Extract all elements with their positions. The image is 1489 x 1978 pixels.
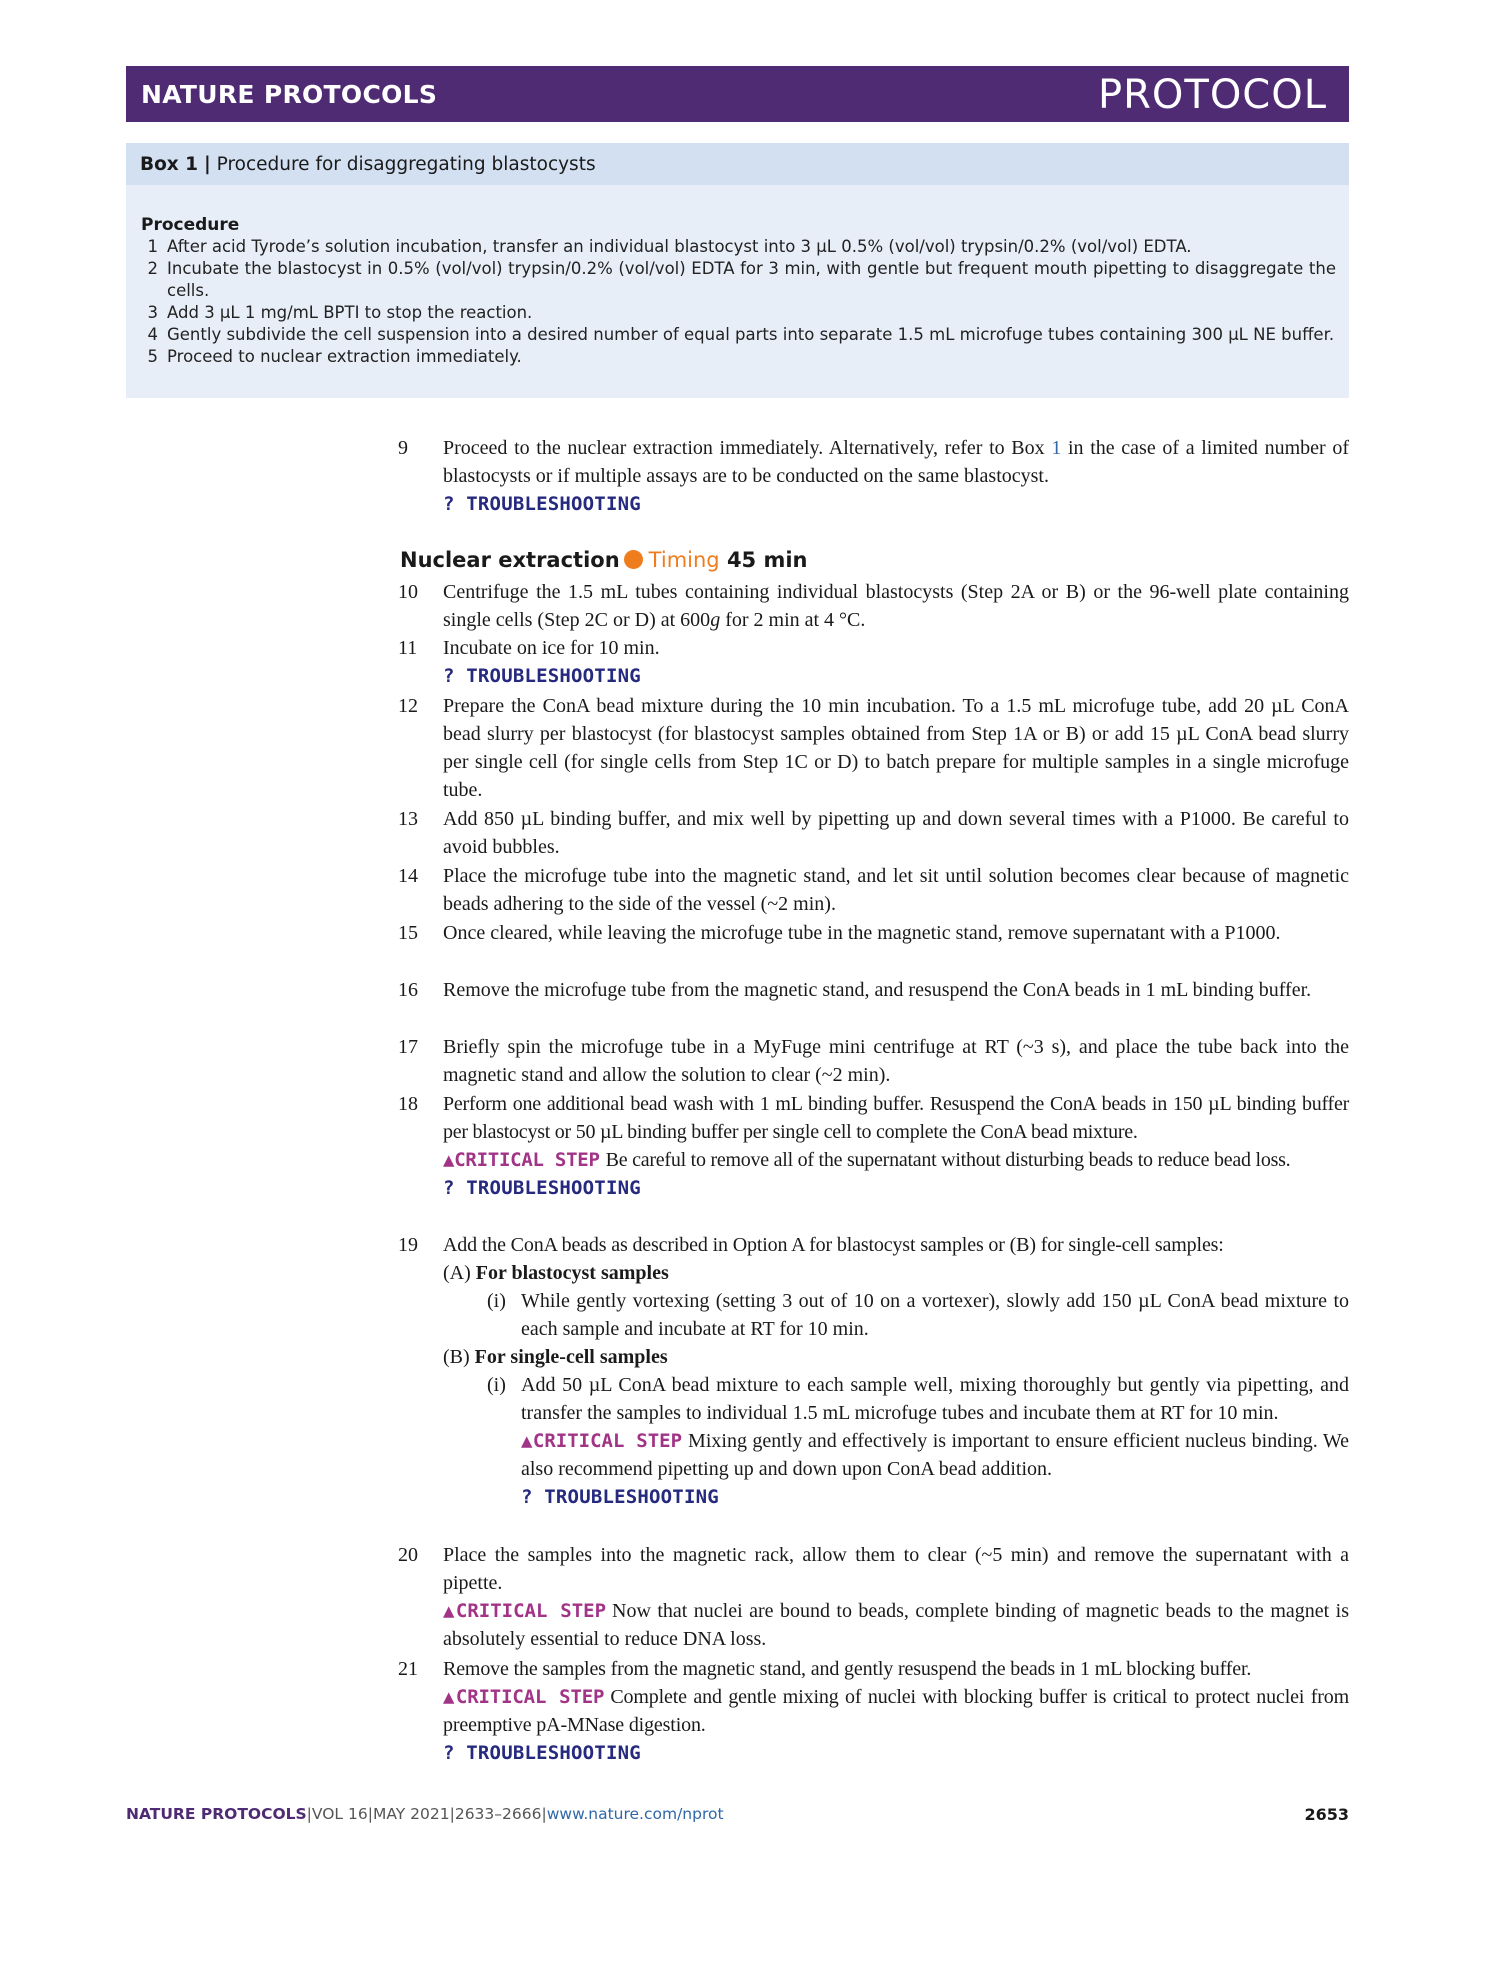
box-number: Box 1 — [140, 154, 199, 175]
footer-separator: | — [449, 1805, 455, 1823]
box-procedure-label: Procedure — [141, 215, 240, 235]
step-number: 16 — [398, 979, 418, 1001]
step-text: Prepare the ConA bead mixture during the 10 min incubation. To a 1.5 mL microfuge tube, add 20 µL ConA bead slurry per blastocyst (for blastocyst samples obtained from Step 1A or B) or add 15 µL ConA bead slurry per single cell (for single cells from Step 1C or D) to batch prepare for multiple samples in a single microfuge tube. — [443, 695, 1349, 801]
troubleshooting-link[interactable]: ? TROUBLESHOOTING — [443, 493, 641, 515]
step-text: Once cleared, while leaving the microfuge tube in the magnetic stand, remove supernatant with a P1000. — [443, 922, 1281, 944]
substep-label: (i) — [487, 1374, 506, 1396]
section-heading-nuclear-extraction — [400, 548, 808, 572]
article-type-label: PROTOCOL — [1097, 72, 1327, 118]
section-title: Nuclear extraction — [400, 548, 620, 572]
option-label: (B) — [443, 1346, 470, 1368]
procedure-step-21 — [398, 1655, 1349, 1767]
step-number: 12 — [398, 695, 418, 717]
step-number: 13 — [398, 808, 418, 830]
step-number: 19 — [398, 1234, 418, 1256]
procedure-step-19 — [398, 1231, 1349, 1511]
troubleshooting-link[interactable]: ? TROUBLESHOOTING — [443, 1742, 641, 1764]
procedure-step-14 — [398, 862, 1349, 918]
box-step — [146, 258, 1336, 302]
timing-value: 45 min — [726, 548, 808, 572]
procedure-step-10 — [398, 578, 1349, 634]
box-step-number: 5 — [147, 347, 158, 366]
box-title-separator: | — [203, 154, 211, 175]
box-1 — [126, 143, 1349, 398]
critical-step-label: ▲CRITICAL STEP — [443, 1686, 605, 1708]
option-title: For single-cell samples — [474, 1346, 668, 1368]
step-text: Perform one additional bead wash with 1 mL binding buffer. Resuspend the ConA beads in 150 µL binding buffer per blastocyst or 50 µL binding buffer per single cell to complete the ConA bead mixture. — [443, 1093, 1349, 1143]
critical-step-text: Mixing gently and effectively is important to ensure efficient nucleus binding. We also recommend pipetting up and down upon ConA bead addition. — [521, 1430, 1349, 1480]
substep-text: While gently vortexing (setting 3 out of 10 on a vortexer), slowly add 150 µL ConA bead mixture to each sample and incubate at RT for 10 min. — [521, 1290, 1349, 1340]
step-text-continued: for 2 min at 4 °C. — [720, 609, 866, 631]
box-step — [146, 346, 1336, 368]
step-text: Centrifuge the 1.5 mL tubes containing individual blastocysts (Step 2A or B) or the 96-well plate containing single cells (Step 2C or D) at 600 — [443, 581, 1349, 631]
troubleshooting-link[interactable]: ? TROUBLESHOOTING — [521, 1486, 719, 1508]
step-number: 20 — [398, 1544, 418, 1566]
box-step-number: 2 — [147, 259, 158, 278]
critical-step-label: ▲CRITICAL STEP — [521, 1430, 683, 1452]
page-number: 2653 — [1304, 1805, 1349, 1824]
option-title: For blastocyst samples — [475, 1262, 669, 1284]
box-step-text: Proceed to nuclear extraction immediately. — [167, 347, 522, 366]
footer-separator: | — [367, 1805, 373, 1823]
critical-step-label: ▲CRITICAL STEP — [443, 1149, 600, 1171]
troubleshooting-link[interactable]: ? TROUBLESHOOTING — [443, 665, 641, 687]
footer-url-link[interactable]: www.nature.com/nprot — [546, 1805, 724, 1823]
procedure-step-16 — [398, 976, 1349, 1004]
step-number: 21 — [398, 1658, 418, 1680]
g-force-unit: g — [710, 609, 721, 631]
footer-journal: NATURE PROTOCOLS — [126, 1805, 307, 1823]
procedure-step-18 — [398, 1090, 1349, 1202]
procedure-step-20 — [398, 1541, 1349, 1653]
journal-header-bar — [126, 66, 1349, 122]
footer-citation — [126, 1805, 724, 1823]
footer-pages: 2633–2666 — [454, 1805, 542, 1823]
step-text-continued: in the case of a limited number of blastocysts or if multiple assays are to be conducted on the same blastocyst. — [443, 437, 1350, 487]
step-number: 11 — [398, 637, 418, 659]
step-text: Remove the samples from the magnetic stand, and gently resuspend the beads in 1 mL blocking buffer. — [443, 1658, 1252, 1680]
procedure-step-9 — [398, 434, 1349, 518]
footer-date: MAY 2021 — [372, 1805, 450, 1823]
step-text: Briefly spin the microfuge tube in a MyFuge mini centrifuge at RT (~3 s), and place the tube back into the magnetic stand and allow the solution to clear (~2 min). — [443, 1036, 1349, 1086]
procedure-step-13 — [398, 805, 1349, 861]
box-step-number: 4 — [147, 325, 158, 344]
option-a-substep — [487, 1287, 1349, 1343]
substep-label: (i) — [487, 1290, 506, 1312]
box-reference-link[interactable]: 1 — [1051, 437, 1062, 459]
box-step-text: Add 3 µL 1 mg/mL BPTI to stop the reaction. — [167, 303, 533, 322]
step-text: Add 850 µL binding buffer, and mix well by pipetting up and down several times with a P1000. Be careful to avoid bubbles. — [443, 808, 1349, 858]
box-step — [146, 324, 1336, 346]
box-title-text: Procedure for disaggregating blastocysts — [216, 154, 596, 175]
substep-text: Add 50 µL ConA bead mixture to each sample well, mixing thoroughly but gently via pipetting, and transfer the samples to individual 1.5 mL microfuge tubes and incubate them at RT for 10 min. — [521, 1374, 1349, 1424]
timing-label: Timing — [648, 548, 720, 572]
option-a — [443, 1259, 1349, 1287]
footer-separator: | — [541, 1805, 547, 1823]
box-step-number: 3 — [147, 303, 158, 322]
procedure-step-15 — [398, 919, 1349, 947]
step-number: 14 — [398, 865, 418, 887]
step-text: Remove the microfuge tube from the magnetic stand, and resuspend the ConA beads in 1 mL binding buffer. — [443, 979, 1312, 1001]
procedure-step-17 — [398, 1033, 1349, 1089]
critical-step-text: Complete and gentle mixing of nuclei with blocking buffer is critical to protect nuclei from preemptive pA-MNase digestion. — [443, 1686, 1350, 1736]
option-label: (A) — [443, 1262, 471, 1284]
procedure-step-12 — [398, 692, 1349, 804]
critical-step-text: Be careful to remove all of the supernatant without disturbing beads to reduce bead loss. — [605, 1149, 1291, 1171]
footer-volume: VOL 16 — [311, 1805, 368, 1823]
footer-separator: | — [306, 1805, 312, 1823]
journal-name: NATURE PROTOCOLS — [141, 80, 438, 109]
box-step-number: 1 — [147, 237, 158, 256]
step-number: 17 — [398, 1036, 418, 1058]
box-step-text: Incubate the blastocyst in 0.5% (vol/vol) trypsin/0.2% (vol/vol) EDTA for 3 min, with gentle but frequent mouth pipetting to disaggregate the cells. — [167, 259, 1336, 300]
box-step — [146, 236, 1336, 258]
box-step — [146, 302, 1336, 324]
step-number: 9 — [398, 437, 408, 459]
step-number: 10 — [398, 581, 418, 603]
critical-step-text: Now that nuclei are bound to beads, complete binding of magnetic beads to the magnet is absolutely essential to reduce DNA loss. — [443, 1600, 1349, 1650]
step-text: Incubate on ice for 10 min. — [443, 637, 660, 659]
troubleshooting-link[interactable]: ? TROUBLESHOOTING — [443, 1177, 641, 1199]
box-step-text: After acid Tyrode’s solution incubation, transfer an individual blastocyst into 3 µL 0.5% (vol/vol) trypsin/0.2% (vol/vol) EDTA. — [167, 237, 1192, 256]
critical-step-label: ▲CRITICAL STEP — [443, 1600, 607, 1622]
option-b-substep — [487, 1371, 1349, 1511]
step-number: 15 — [398, 922, 418, 944]
step-text: Proceed to the nuclear extraction immediately. Alternatively, refer to Box — [443, 437, 1052, 459]
box-step-text: Gently subdivide the cell suspension into a desired number of equal parts into separate 1.5 mL microfuge tubes containing 300 µL NE buffer. — [167, 325, 1335, 344]
step-text: Place the microfuge tube into the magnetic stand, and let sit until solution becomes clear because of magnetic beads adhering to the side of the vessel (~2 min). — [443, 865, 1349, 915]
step-text: Place the samples into the magnetic rack, allow them to clear (~5 min) and remove the supernatant with a pipette. — [443, 1544, 1349, 1594]
box-title — [140, 154, 596, 175]
box-title-bar — [126, 143, 1349, 185]
timing-dot-icon — [624, 550, 643, 569]
step-text: Add the ConA beads as described in Option A for blastocyst samples or (B) for single-cell samples: — [443, 1234, 1224, 1256]
step-number: 18 — [398, 1093, 418, 1115]
procedure-step-11 — [398, 634, 1349, 690]
option-b — [443, 1343, 1349, 1371]
